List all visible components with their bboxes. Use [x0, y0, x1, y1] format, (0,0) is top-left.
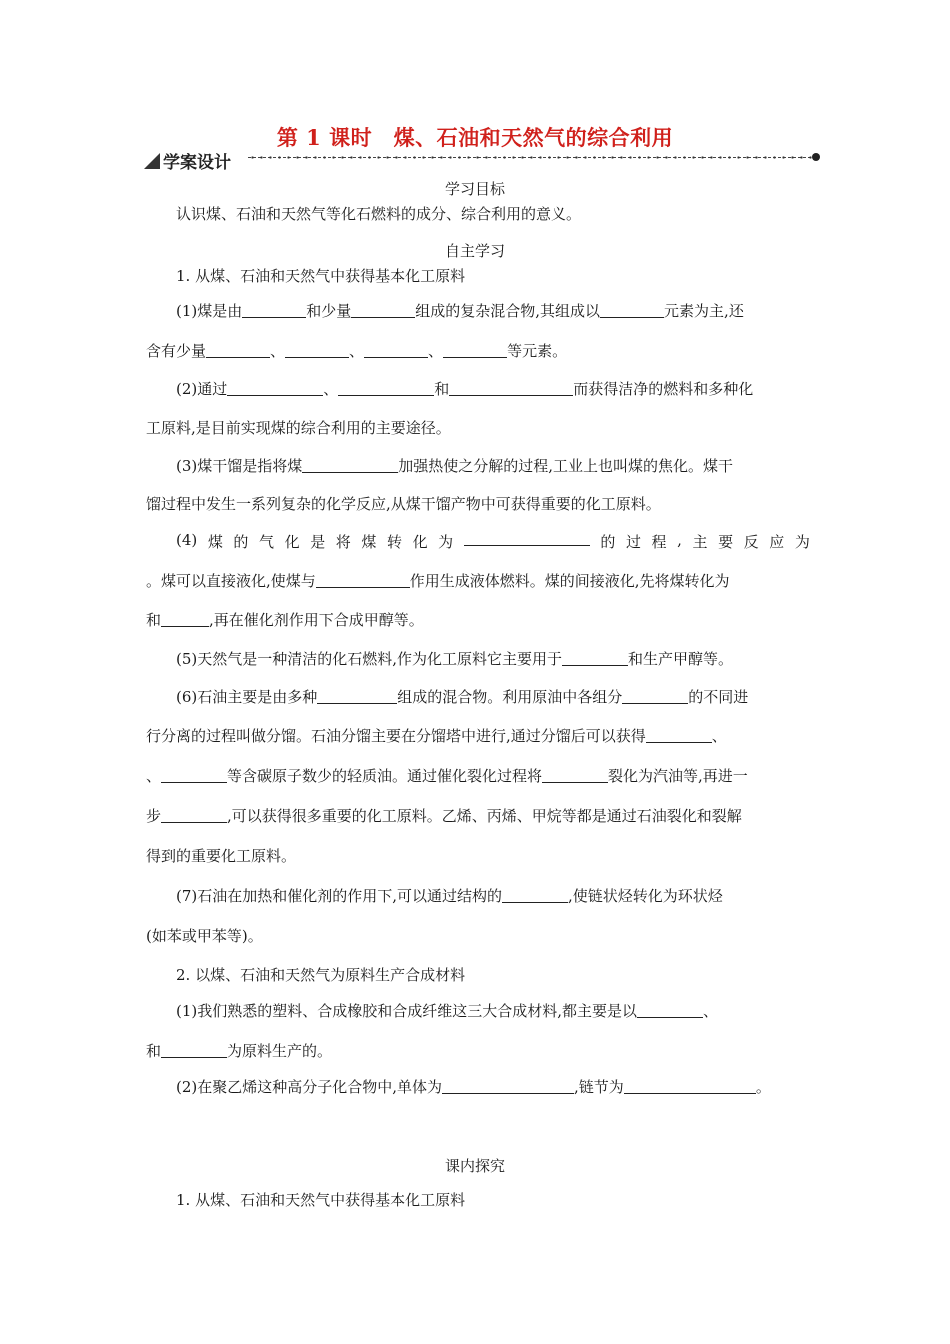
banner-text: 学案设计 — [163, 153, 231, 173]
p6-line2: 行分离的过程叫做分馏。石油分馏主要在分馏塔中进行,通过分馏后可以获得 、 — [146, 727, 727, 745]
goals-text: 认识煤、石油和天然气等化石燃料的成分、综合利用的意义。 — [176, 205, 582, 223]
p4-line3: 和 ,再在催化剂作用下合成甲醇等。 — [146, 611, 424, 629]
p7-line2: (如苯或甲苯等)。 — [146, 927, 263, 945]
goals-heading: 学习目标 — [444, 180, 505, 198]
inquiry-item-heading: 1. 从煤、石油和天然气中获得基本化工原料 — [176, 1191, 466, 1209]
self-study-heading: 自主学习 — [444, 242, 505, 260]
banner-label — [144, 148, 231, 173]
blank[interactable] — [502, 888, 568, 903]
blank[interactable] — [316, 573, 410, 588]
blank[interactable] — [338, 381, 434, 396]
banner-dotted-rule — [248, 157, 816, 158]
blank[interactable] — [442, 1079, 574, 1094]
p1-line1: (1)煤是由 和少量 组成的复杂混合物,其组成以 元素为主,还 — [176, 302, 744, 320]
blank[interactable] — [285, 343, 349, 358]
p6-line1: (6)石油主要是由多种 组成的混合物。利用原油中各组分 的不同进 — [176, 688, 749, 706]
blank[interactable] — [449, 381, 573, 396]
blank[interactable] — [351, 303, 415, 318]
part2-p1-line2: 和 为原料生产的。 — [146, 1042, 333, 1060]
blank[interactable] — [443, 343, 507, 358]
p3-line1: (3)煤干馏是指将煤 加强热使之分解的过程,工业上也叫煤的焦化。煤干 — [176, 457, 734, 475]
blank[interactable] — [624, 1079, 756, 1094]
p6-line5: 得到的重要化工原料。 — [146, 847, 297, 865]
p2-line1: (2)通过 、 和 而获得洁净的燃料和多种化 — [176, 380, 754, 398]
blank[interactable] — [464, 531, 590, 546]
p7-line1: (7)石油在加热和催化剂的作用下,可以通过结构的 ,使链状烃转化为环状烃 — [176, 887, 723, 905]
blank[interactable] — [622, 689, 688, 704]
triangle-icon — [144, 153, 160, 169]
blank[interactable] — [364, 343, 428, 358]
blank[interactable] — [637, 1003, 703, 1018]
blank[interactable] — [646, 728, 712, 743]
blank[interactable] — [302, 458, 398, 473]
inquiry-heading: 课内探究 — [444, 1157, 505, 1175]
blank[interactable] — [161, 1043, 227, 1058]
p4-line1: (4) 煤 的 气 化 是 将 煤 转 化 为 的 过 程 , 主 要 反 应 为 — [176, 531, 810, 551]
section-banner — [144, 148, 824, 173]
blank[interactable] — [562, 651, 628, 666]
p2-line2: 工原料,是目前实现煤的综合利用的主要途径。 — [146, 419, 451, 437]
blank[interactable] — [242, 303, 306, 318]
p5-line1: (5)天然气是一种清洁的化石燃料,作为化工原料它主要用于 和生产甲醇等。 — [176, 650, 734, 668]
page-title: 第 1 课时 煤、石油和天然气的综合利用 — [276, 125, 674, 150]
part2-heading: 2. 以煤、石油和天然气为原料生产合成材料 — [176, 966, 466, 984]
part1-heading: 1. 从煤、石油和天然气中获得基本化工原料 — [176, 267, 466, 285]
p6-line4: 步 ,可以获得很多重要的化工原料。乙烯、丙烯、甲烷等都是通过石油裂化和裂解 — [146, 807, 742, 825]
blank[interactable] — [161, 612, 209, 627]
blank[interactable] — [161, 808, 227, 823]
p1-line2: 含有少量 、 、 、 等元素。 — [146, 342, 568, 360]
blank[interactable] — [227, 381, 323, 396]
part2-p1-line1: (1)我们熟悉的塑料、合成橡胶和合成纤维这三大合成材料,都主要是以 、 — [176, 1002, 719, 1020]
p3-line2: 馏过程中发生一系列复杂的化学反应,从煤干馏产物中可获得重要的化工原料。 — [146, 495, 661, 513]
p4-line2: 。煤可以直接液化,使煤与 作用生成液体燃料。煤的间接液化,先将煤转化为 — [146, 572, 730, 590]
blank[interactable] — [542, 768, 608, 783]
blank[interactable] — [206, 343, 270, 358]
blank[interactable] — [600, 303, 664, 318]
blank[interactable] — [161, 768, 227, 783]
p6-line3: 、 等含碳原子数少的轻质油。通过催化裂化过程将 裂化为汽油等,再进一 — [146, 767, 748, 785]
part2-p2-line1: (2)在聚乙烯这种高分子化合物中,单体为 ,链节为 。 — [176, 1078, 771, 1096]
blank[interactable] — [317, 689, 397, 704]
banner-end-dot — [812, 153, 820, 161]
